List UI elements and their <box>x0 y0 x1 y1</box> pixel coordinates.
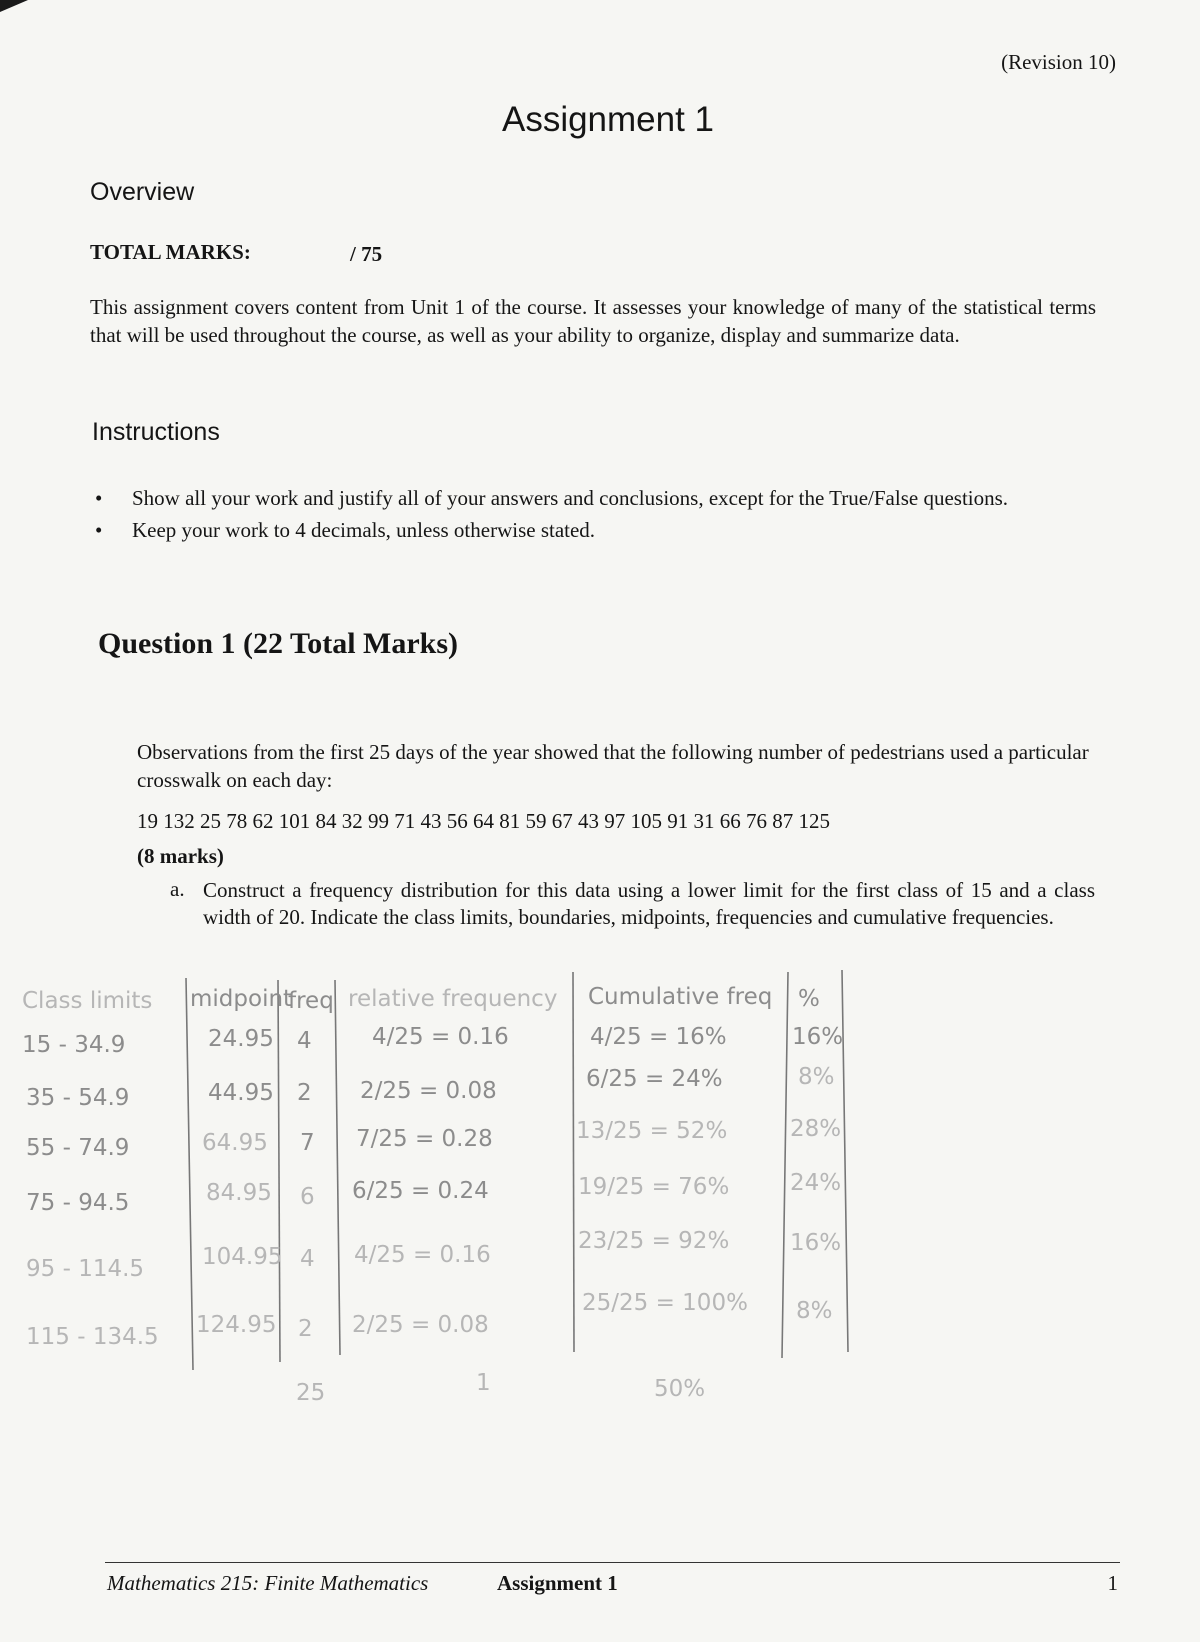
question-1-marks: (8 marks) <box>137 844 224 868</box>
question-1-intro: Observations from the first 25 days of the year showed that the following number of pedestrians used a particular crosswalk on each day: <box>137 740 1089 792</box>
hw-cell: 15 - 34.9 <box>22 1032 126 1058</box>
footer-divider <box>105 1562 1120 1563</box>
hw-header-class-limits: Class limits <box>22 988 153 1014</box>
instructions-heading: Instructions <box>92 418 220 446</box>
table-divider <box>278 980 280 1362</box>
revision-label: (Revision 10) <box>1001 50 1116 74</box>
hw-cell: 2/25 = 0.08 <box>360 1078 497 1104</box>
hw-total-percent: 50% <box>654 1376 706 1402</box>
hw-cell: 8% <box>796 1298 833 1324</box>
hw-cell: 2/25 = 0.08 <box>352 1312 489 1338</box>
hw-cell: 2 <box>298 1316 313 1342</box>
hw-cell: 7 <box>300 1130 315 1156</box>
hw-cell: 64.95 <box>202 1130 268 1156</box>
hw-cell: 6/25 = 0.24 <box>352 1178 489 1204</box>
overview-description: This assignment covers content from Unit 1 of the course. It assesses your knowledge of many of the statistical terms that will be used throughout the course, as well as your ability to organize, display and summarize data. <box>90 295 1096 347</box>
hw-cell: 44.95 <box>208 1080 274 1106</box>
instructions-list <box>92 485 1096 549</box>
hw-cell: 55 - 74.9 <box>26 1135 130 1161</box>
hw-cell: 6/25 = 24% <box>586 1066 723 1092</box>
hw-cell: 4 <box>297 1028 312 1054</box>
hw-cell: 8% <box>798 1064 835 1090</box>
table-divider <box>335 980 340 1355</box>
hw-header-freq: freq <box>288 988 334 1014</box>
hw-header-percent: % <box>798 986 820 1012</box>
overview-heading: Overview <box>90 178 195 206</box>
total-marks-value: / 75 <box>350 242 383 266</box>
observation-data: 19 132 25 78 62 101 84 32 99 71 43 56 64 81 59 67 43 97 105 91 31 66 76 87 125 <box>137 809 830 833</box>
hw-header-cumulative-freq: Cumulative freq <box>588 984 773 1010</box>
hw-cell: 6 <box>300 1184 315 1210</box>
hw-cell: 84.95 <box>206 1180 272 1206</box>
scan-corner-mark <box>0 0 28 12</box>
hw-cell: 75 - 94.5 <box>26 1190 130 1216</box>
part-a-letter: a. <box>170 877 185 901</box>
handwritten-frequency-table <box>0 960 880 1420</box>
hw-cell: 28% <box>790 1116 842 1142</box>
hw-cell: 4/25 = 16% <box>590 1024 727 1050</box>
question-1-heading: Question 1 (22 Total Marks) <box>98 627 459 660</box>
hw-header-midpoint: midpoint <box>190 986 293 1012</box>
hw-cell: 35 - 54.9 <box>26 1085 130 1111</box>
table-divider <box>782 972 788 1358</box>
footer-course-name: Mathematics 215: Finite Mathematics <box>107 1571 429 1595</box>
page-number: 1 <box>1107 1571 1118 1595</box>
total-marks-label: TOTAL MARKS: <box>90 240 251 264</box>
page-title: Assignment 1 <box>501 100 715 139</box>
hw-cell: 115 - 134.5 <box>26 1324 159 1350</box>
hw-cell: 13/25 = 52% <box>576 1118 728 1144</box>
hw-total-relative: 1 <box>476 1370 491 1396</box>
hw-header-relative-frequency: relative frequency <box>348 986 558 1012</box>
hw-cell: 2 <box>297 1080 312 1106</box>
hw-cell: 124.95 <box>196 1312 277 1338</box>
hw-cell: 95 - 114.5 <box>26 1256 145 1282</box>
hw-cell: 104.95 <box>202 1244 283 1270</box>
hw-cell: 16% <box>790 1230 842 1256</box>
instruction-item: • Keep your work to 4 decimals, unless otherwise stated. <box>92 517 1096 544</box>
table-divider <box>573 972 574 1352</box>
hw-cell: 4/25 = 0.16 <box>372 1024 509 1050</box>
hw-cell: 19/25 = 76% <box>578 1174 730 1200</box>
hw-cell: 24.95 <box>208 1026 274 1052</box>
hw-cell: 4/25 = 0.16 <box>354 1242 491 1268</box>
hw-cell: 24% <box>790 1170 842 1196</box>
table-divider <box>186 978 193 1370</box>
hw-cell: 7/25 = 0.28 <box>356 1126 493 1152</box>
hw-cell: 23/25 = 92% <box>578 1228 730 1254</box>
footer-assignment-name: Assignment 1 <box>497 1571 618 1595</box>
hw-total-freq: 25 <box>296 1380 326 1406</box>
hw-cell: 4 <box>300 1246 315 1272</box>
part-a-text: Construct a frequency distribution for this data using a lower limit for the first class of 15 and a class width of 20. Indicate the class limits, boundaries, midpoints, frequencies and cumulative frequencies. <box>203 878 1095 929</box>
instruction-item: • Show all your work and justify all of your answers and conclusions, except for the True/False questions. <box>92 485 1096 512</box>
hw-cell: 25/25 = 100% <box>582 1290 748 1316</box>
hw-cell: 16% <box>792 1024 844 1050</box>
